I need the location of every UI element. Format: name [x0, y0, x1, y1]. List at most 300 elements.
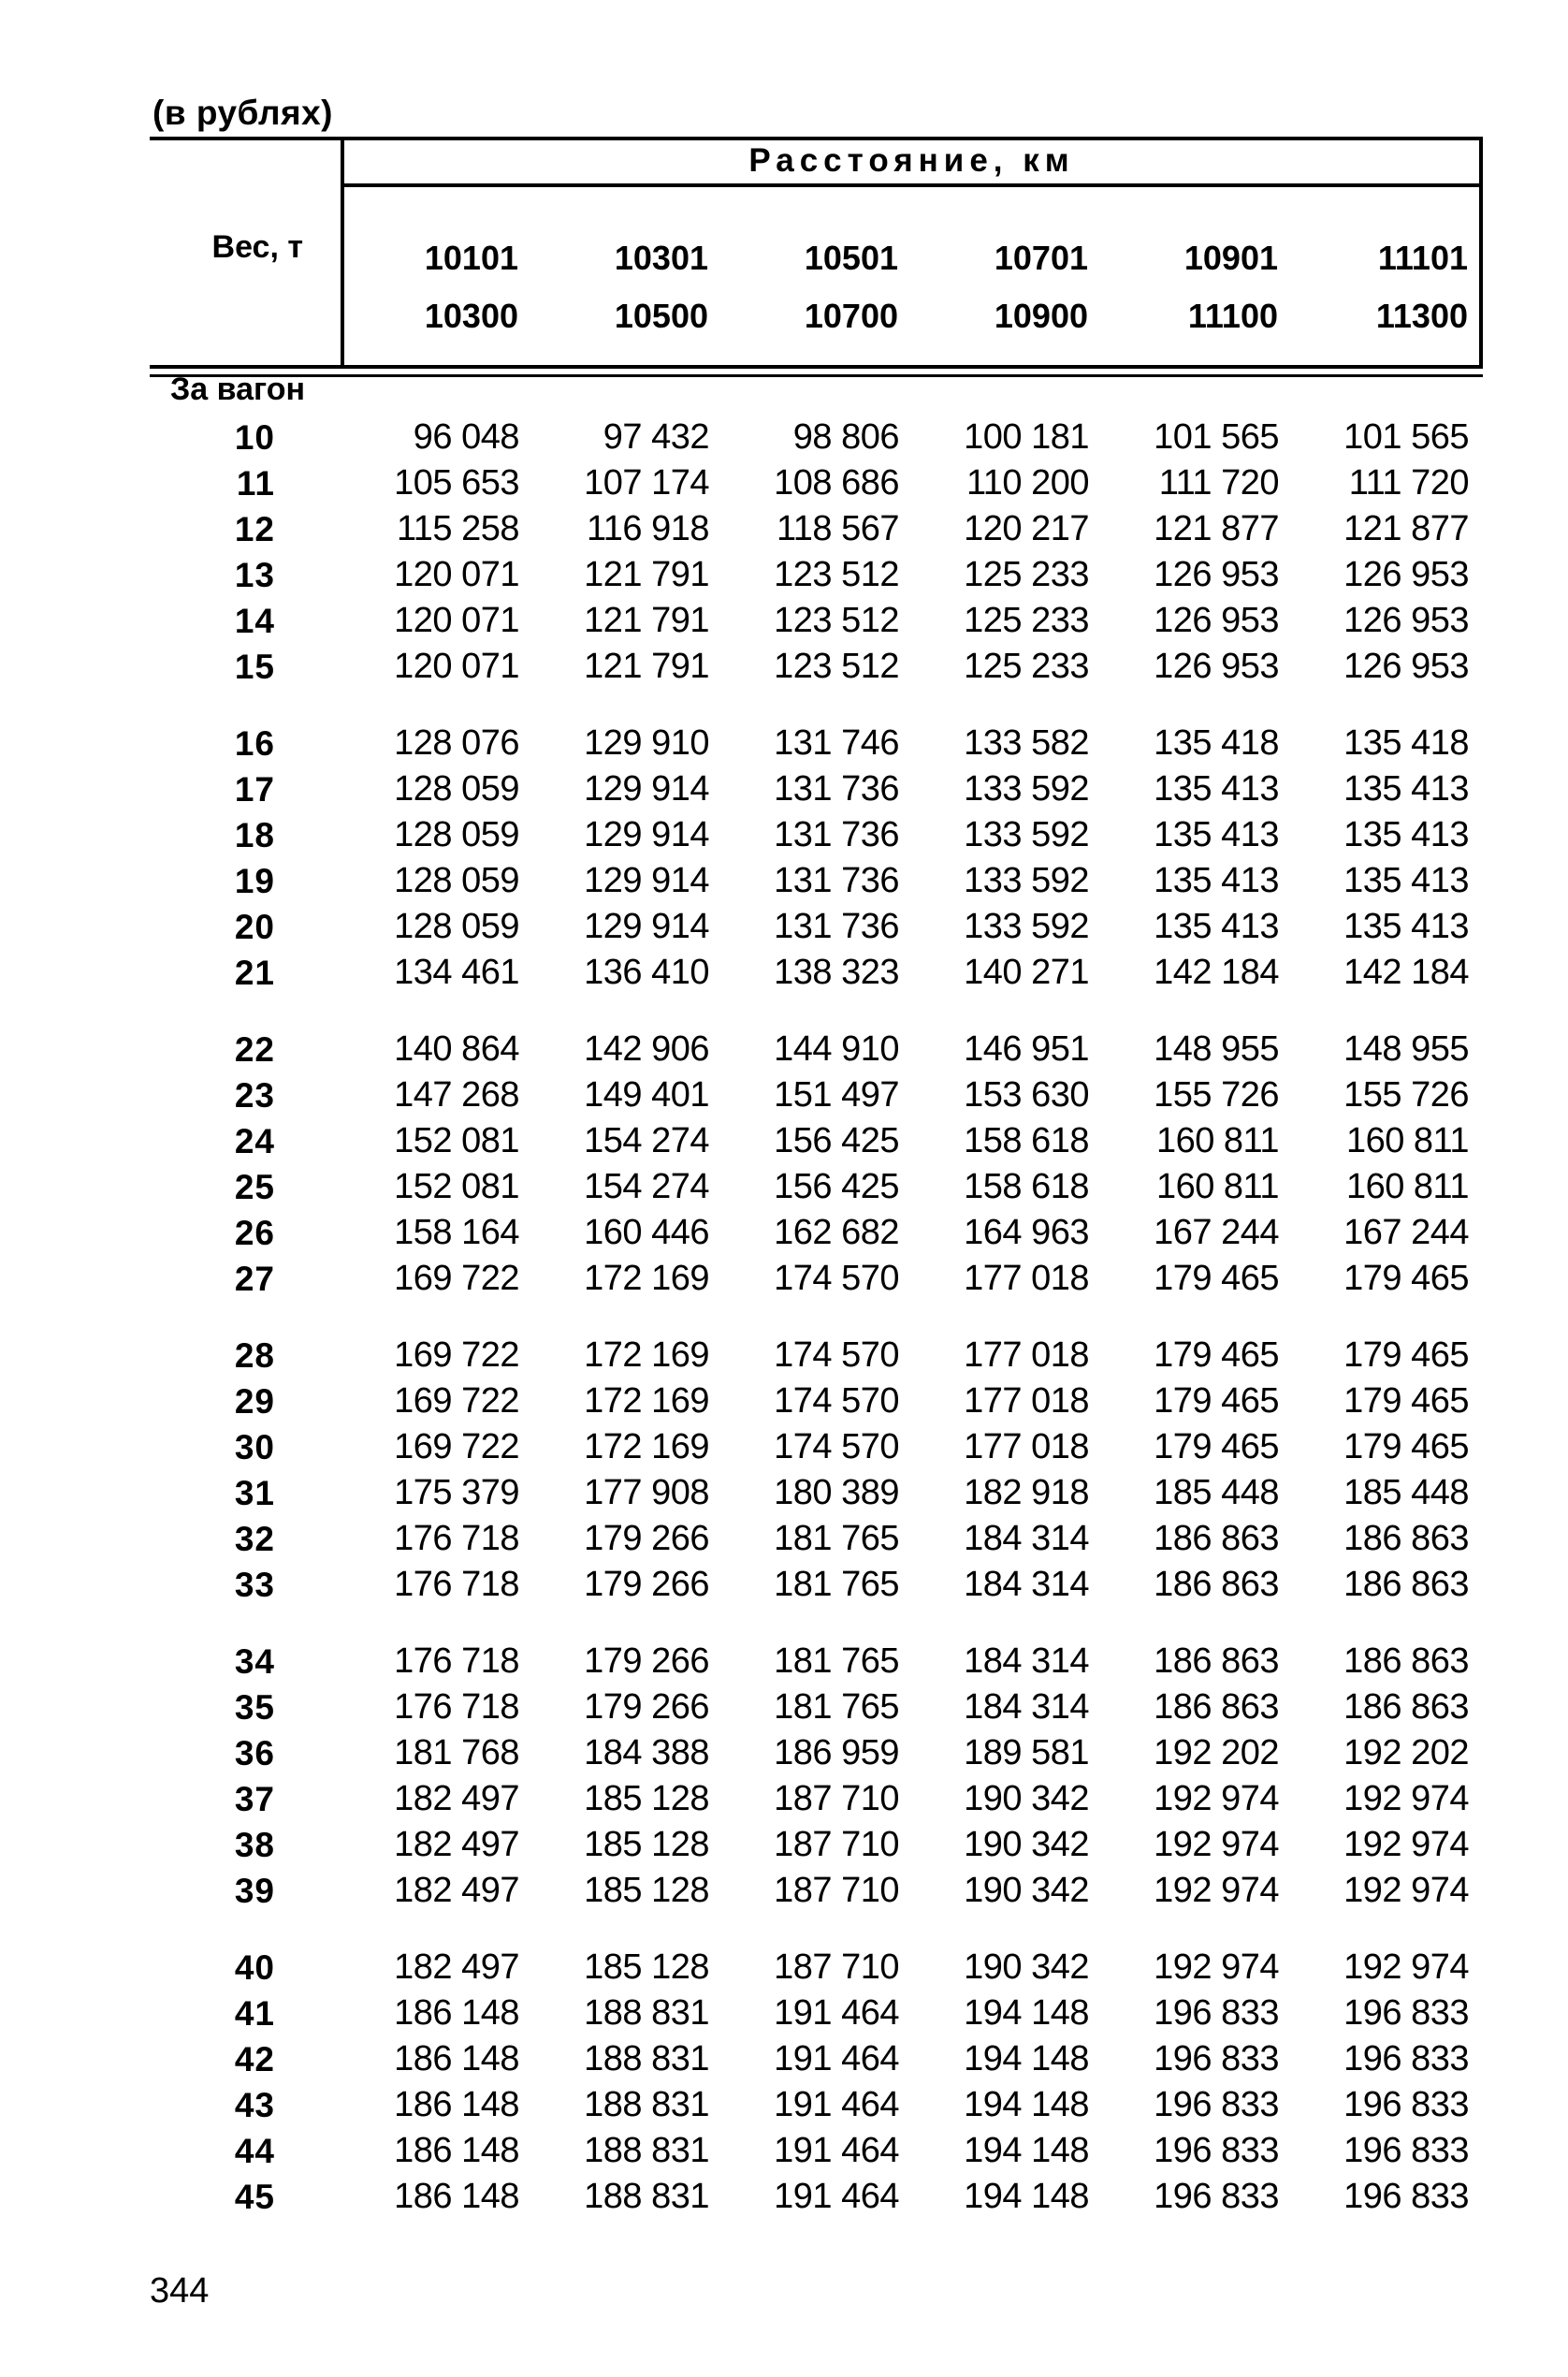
- price-cell: 172 169: [584, 1427, 709, 1466]
- price-cell: 196 833: [1154, 1993, 1279, 2033]
- table-row: [0, 1210, 1568, 1256]
- price-cell: 196 833: [1154, 2085, 1279, 2124]
- range-to: 10500: [614, 297, 708, 335]
- price-cell: 128 059: [394, 769, 519, 809]
- weight-cell: 31: [234, 1474, 275, 1512]
- price-cell: 188 831: [584, 2177, 709, 2216]
- price-cell: 177 018: [964, 1335, 1089, 1375]
- price-cell: 129 914: [584, 861, 709, 900]
- price-cell: 186 148: [394, 2131, 519, 2170]
- price-cell: 174 570: [774, 1335, 899, 1375]
- price-cell: 177 018: [964, 1259, 1089, 1298]
- price-cell: 179 266: [584, 1641, 709, 1681]
- price-cell: 179 465: [1343, 1381, 1469, 1421]
- price-cell: 188 831: [584, 2039, 709, 2078]
- price-cell: 179 266: [584, 1687, 709, 1727]
- range-from: 11101: [1377, 239, 1468, 277]
- price-cell: 128 076: [394, 723, 519, 763]
- price-cell: 125 233: [964, 647, 1089, 686]
- price-cell: 142 906: [584, 1029, 709, 1069]
- price-cell: 185 128: [584, 1947, 709, 1987]
- price-cell: 167 244: [1343, 1213, 1469, 1252]
- price-cell: 192 974: [1154, 1947, 1279, 1987]
- price-cell: 129 914: [584, 815, 709, 854]
- price-cell: 153 630: [964, 1075, 1089, 1115]
- price-cell: 155 726: [1343, 1075, 1469, 1115]
- price-cell: 116 918: [586, 509, 709, 548]
- price-cell: 186 959: [774, 1733, 899, 1772]
- price-cell: 155 726: [1154, 1075, 1279, 1115]
- price-cell: 196 833: [1154, 2039, 1279, 2078]
- price-cell: 185 448: [1343, 1473, 1469, 1512]
- weight-cell: 30: [234, 1428, 275, 1466]
- weight-column-header: Вес, т: [211, 229, 303, 265]
- price-cell: 148 955: [1343, 1029, 1469, 1069]
- weight-cell: 29: [234, 1382, 275, 1421]
- price-cell: 135 413: [1343, 861, 1469, 900]
- price-cell: 188 831: [584, 1993, 709, 2033]
- weight-cell: 16: [234, 724, 275, 763]
- price-cell: 118 567: [776, 509, 899, 548]
- price-cell: 142 184: [1154, 953, 1279, 992]
- price-cell: 120 217: [964, 509, 1089, 548]
- price-cell: 128 059: [394, 907, 519, 946]
- price-cell: 186 148: [394, 2085, 519, 2124]
- table-row: [0, 1868, 1568, 1914]
- weight-cell: 45: [234, 2178, 275, 2216]
- weight-cell: 20: [234, 908, 275, 946]
- price-cell: 186 863: [1343, 1687, 1469, 1727]
- price-cell: 167 244: [1154, 1213, 1279, 1252]
- price-cell: 184 314: [964, 1687, 1089, 1727]
- price-cell: 134 461: [394, 953, 519, 992]
- price-cell: 174 570: [774, 1381, 899, 1421]
- price-cell: 189 581: [964, 1733, 1089, 1772]
- price-cell: 126 953: [1343, 601, 1469, 640]
- price-cell: 160 446: [584, 1213, 709, 1252]
- price-cell: 135 418: [1343, 723, 1469, 763]
- price-cell: 120 071: [394, 601, 519, 640]
- price-cell: 172 169: [584, 1259, 709, 1298]
- weight-cell: 32: [234, 1520, 275, 1558]
- price-cell: 146 951: [964, 1029, 1089, 1069]
- price-cell: 182 497: [394, 1779, 519, 1818]
- table-row: [0, 1256, 1568, 1302]
- price-cell: 158 618: [964, 1121, 1089, 1160]
- table-row: [0, 858, 1568, 904]
- price-cell: 172 169: [584, 1335, 709, 1375]
- price-cell: 120 071: [394, 647, 519, 686]
- price-cell: 184 388: [584, 1733, 709, 1772]
- table-row: [0, 2036, 1568, 2082]
- price-cell: 186 863: [1154, 1519, 1279, 1558]
- price-cell: 177 018: [964, 1427, 1089, 1466]
- weight-cell: 43: [234, 2086, 275, 2124]
- price-cell: 149 401: [584, 1075, 709, 1115]
- price-cell: 190 342: [964, 1947, 1089, 1987]
- price-cell: 190 342: [964, 1825, 1089, 1864]
- price-cell: 181 768: [394, 1733, 519, 1772]
- price-cell: 129 914: [584, 769, 709, 809]
- price-cell: 192 974: [1343, 1871, 1469, 1910]
- price-cell: 196 833: [1343, 1993, 1469, 2033]
- price-cell: 194 148: [964, 2085, 1089, 2124]
- price-cell: 101 565: [1154, 417, 1279, 457]
- table-row: [0, 2128, 1568, 2174]
- price-cell: 186 148: [394, 2177, 519, 2216]
- price-cell: 133 582: [964, 723, 1089, 763]
- weight-cell: 40: [234, 1948, 275, 1987]
- weight-cell: 19: [234, 862, 275, 900]
- table-row: [0, 506, 1568, 552]
- price-cell: 185 448: [1154, 1473, 1279, 1512]
- price-cell: 191 464: [774, 2085, 899, 2124]
- price-cell: 121 791: [584, 601, 709, 640]
- price-cell: 115 258: [396, 509, 519, 548]
- weight-cell: 42: [234, 2040, 275, 2078]
- table-row: [0, 1776, 1568, 1822]
- range-from: 10701: [994, 239, 1088, 277]
- table-row: [0, 1164, 1568, 1210]
- price-cell: 192 974: [1343, 1825, 1469, 1864]
- table-row: [0, 1027, 1568, 1072]
- price-cell: 192 974: [1154, 1871, 1279, 1910]
- price-cell: 177 908: [584, 1473, 709, 1512]
- price-cell: 176 718: [394, 1641, 519, 1681]
- table-row: [0, 1945, 1568, 1991]
- price-cell: 135 413: [1154, 861, 1279, 900]
- price-cell: 192 202: [1343, 1733, 1469, 1772]
- price-cell: 192 974: [1154, 1825, 1279, 1864]
- table-row: [0, 1516, 1568, 1562]
- price-cell: 128 059: [394, 815, 519, 854]
- price-cell: 187 710: [774, 1825, 899, 1864]
- weight-cell: 23: [234, 1076, 275, 1115]
- price-cell: 148 955: [1154, 1029, 1279, 1069]
- range-to: 11300: [1375, 297, 1468, 335]
- price-cell: 192 202: [1154, 1733, 1279, 1772]
- price-cell: 176 718: [394, 1687, 519, 1727]
- weight-cell: 13: [234, 556, 275, 594]
- price-cell: 181 765: [774, 1641, 899, 1681]
- price-cell: 169 722: [394, 1381, 519, 1421]
- price-cell: 142 184: [1343, 953, 1469, 992]
- weight-cell: 39: [234, 1872, 275, 1910]
- price-cell: 182 918: [964, 1473, 1089, 1512]
- price-cell: 179 266: [584, 1565, 709, 1604]
- price-cell: 176 718: [394, 1519, 519, 1558]
- price-cell: 182 497: [394, 1825, 519, 1864]
- price-cell: 140 271: [964, 953, 1089, 992]
- price-cell: 136 410: [584, 953, 709, 992]
- price-cell: 100 181: [964, 417, 1089, 457]
- price-cell: 121 877: [1154, 509, 1279, 548]
- table-row: [0, 1072, 1568, 1118]
- table-row: [0, 1991, 1568, 2036]
- table-row: [0, 552, 1568, 598]
- price-cell: 179 465: [1154, 1381, 1279, 1421]
- price-cell: 185 128: [584, 1871, 709, 1910]
- table-row: [0, 1470, 1568, 1516]
- weight-cell: 35: [234, 1688, 275, 1727]
- price-cell: 152 081: [394, 1167, 519, 1206]
- weight-cell: 11: [236, 464, 275, 503]
- price-cell: 131 746: [774, 723, 899, 763]
- price-cell: 121 791: [584, 647, 709, 686]
- price-cell: 182 497: [394, 1947, 519, 1987]
- price-cell: 192 974: [1343, 1779, 1469, 1818]
- weight-cell: 14: [234, 602, 275, 640]
- price-cell: 196 833: [1154, 2131, 1279, 2170]
- weight-cell: 22: [234, 1030, 275, 1069]
- weight-cell: 21: [234, 954, 275, 992]
- price-cell: 196 833: [1343, 2085, 1469, 2124]
- range-from: 10101: [424, 239, 518, 277]
- price-cell: 179 465: [1154, 1427, 1279, 1466]
- price-cell: 186 863: [1154, 1565, 1279, 1604]
- price-cell: 138 323: [774, 953, 899, 992]
- range-to: 10700: [804, 297, 898, 335]
- price-cell: 186 863: [1154, 1641, 1279, 1681]
- price-cell: 135 413: [1343, 769, 1469, 809]
- weight-cell: 33: [234, 1566, 275, 1604]
- price-cell: 191 464: [774, 1993, 899, 2033]
- price-cell: 125 233: [964, 555, 1089, 594]
- price-cell: 135 418: [1154, 723, 1279, 763]
- price-cell: 175 379: [394, 1473, 519, 1512]
- price-cell: 184 314: [964, 1641, 1089, 1681]
- table-row: [0, 2082, 1568, 2128]
- price-cell: 179 465: [1343, 1259, 1469, 1298]
- price-cell: 125 233: [964, 601, 1089, 640]
- table-row: [0, 1333, 1568, 1378]
- range-from: 10901: [1183, 239, 1278, 277]
- price-cell: 126 953: [1154, 601, 1279, 640]
- price-cell: 179 465: [1343, 1427, 1469, 1466]
- price-cell: 196 833: [1343, 2039, 1469, 2078]
- price-cell: 107 174: [584, 463, 709, 503]
- price-cell: 194 148: [964, 2039, 1089, 2078]
- weight-cell: 12: [234, 510, 275, 548]
- range-to: 11100: [1187, 297, 1278, 335]
- price-cell: 131 736: [774, 907, 899, 946]
- price-cell: 196 833: [1343, 2131, 1469, 2170]
- range-from: 10501: [804, 239, 898, 277]
- weight-cell: 26: [234, 1214, 275, 1252]
- price-cell: 186 863: [1154, 1687, 1279, 1727]
- table-row: [0, 950, 1568, 996]
- weight-cell: 15: [234, 648, 275, 686]
- price-cell: 111 720: [1348, 463, 1469, 503]
- price-cell: 129 910: [584, 723, 709, 763]
- price-cell: 164 963: [964, 1213, 1089, 1252]
- weight-cell: 25: [234, 1168, 275, 1206]
- table-row: [0, 1378, 1568, 1424]
- price-cell: 151 497: [774, 1075, 899, 1115]
- price-cell: 188 831: [584, 2085, 709, 2124]
- price-cell: 160 811: [1345, 1121, 1469, 1160]
- price-cell: 186 863: [1343, 1519, 1469, 1558]
- weight-cell: 36: [234, 1734, 275, 1772]
- weight-cell: 37: [234, 1780, 275, 1818]
- price-cell: 160 811: [1155, 1121, 1279, 1160]
- price-cell: 196 833: [1343, 2177, 1469, 2216]
- price-cell: 147 268: [394, 1075, 519, 1115]
- price-cell: 177 018: [964, 1381, 1089, 1421]
- price-cell: 174 570: [774, 1259, 899, 1298]
- price-cell: 186 148: [394, 2039, 519, 2078]
- price-cell: 111 720: [1158, 463, 1279, 503]
- price-cell: 135 413: [1343, 907, 1469, 946]
- price-cell: 176 718: [394, 1565, 519, 1604]
- range-to: 10900: [994, 297, 1088, 335]
- table-row: [0, 766, 1568, 812]
- price-cell: 194 148: [964, 2131, 1089, 2170]
- weight-cell: 24: [234, 1122, 275, 1160]
- weight-cell: 34: [234, 1642, 275, 1681]
- table-row: [0, 1639, 1568, 1684]
- table-row: [0, 415, 1568, 460]
- price-cell: 120 071: [394, 555, 519, 594]
- price-cell: 154 274: [584, 1167, 709, 1206]
- price-cell: 186 863: [1343, 1565, 1469, 1604]
- price-cell: 194 148: [964, 2177, 1089, 2216]
- price-cell: 179 465: [1343, 1335, 1469, 1375]
- price-cell: 133 592: [964, 861, 1089, 900]
- table-row: [0, 1562, 1568, 1608]
- price-cell: 110 200: [965, 463, 1089, 503]
- price-cell: 188 831: [584, 2131, 709, 2170]
- table-row: [0, 721, 1568, 766]
- price-cell: 121 877: [1343, 509, 1469, 548]
- price-cell: 190 342: [964, 1871, 1089, 1910]
- table-row: [0, 644, 1568, 690]
- price-cell: 129 914: [584, 907, 709, 946]
- weight-cell: 38: [234, 1826, 275, 1864]
- price-cell: 135 413: [1343, 815, 1469, 854]
- price-cell: 160 811: [1345, 1167, 1469, 1206]
- price-cell: 187 710: [774, 1871, 899, 1910]
- price-cell: 135 413: [1154, 769, 1279, 809]
- price-cell: 172 169: [584, 1381, 709, 1421]
- price-cell: 126 953: [1154, 647, 1279, 686]
- price-cell: 128 059: [394, 861, 519, 900]
- range-to: 10300: [424, 297, 518, 335]
- price-cell: 191 464: [774, 2177, 899, 2216]
- price-cell: 191 464: [774, 2039, 899, 2078]
- table-row: [0, 2174, 1568, 2220]
- price-cell: 154 274: [584, 1121, 709, 1160]
- weight-cell: 18: [234, 816, 275, 854]
- price-cell: 135 413: [1154, 907, 1279, 946]
- price-cell: 131 736: [774, 815, 899, 854]
- price-cell: 162 682: [774, 1213, 899, 1252]
- price-cell: 186 863: [1343, 1641, 1469, 1681]
- price-cell: 126 953: [1343, 647, 1469, 686]
- table-row: [0, 460, 1568, 506]
- price-cell: 180 389: [774, 1473, 899, 1512]
- price-cell: 96 048: [413, 417, 519, 457]
- table-row: [0, 812, 1568, 858]
- price-cell: 185 128: [584, 1779, 709, 1818]
- price-cell: 156 425: [774, 1167, 899, 1206]
- price-cell: 182 497: [394, 1871, 519, 1910]
- table-row: [0, 1822, 1568, 1868]
- distance-title: Расстояние, км: [748, 142, 1075, 179]
- price-cell: 135 413: [1154, 815, 1279, 854]
- price-cell: 194 148: [964, 1993, 1089, 2033]
- price-cell: 169 722: [394, 1427, 519, 1466]
- price-cell: 192 974: [1343, 1947, 1469, 1987]
- table-row: [0, 598, 1568, 644]
- price-cell: 190 342: [964, 1779, 1089, 1818]
- price-cell: 186 148: [394, 1993, 519, 2033]
- price-cell: 133 592: [964, 815, 1089, 854]
- price-cell: 184 314: [964, 1565, 1089, 1604]
- weight-cell: 41: [234, 1994, 275, 2033]
- price-cell: 105 653: [394, 463, 519, 503]
- table-row: [0, 1730, 1568, 1776]
- price-cell: 121 791: [584, 555, 709, 594]
- price-cell: 108 686: [774, 463, 899, 503]
- price-cell: 187 710: [774, 1947, 899, 1987]
- section-label-per-wagon: За вагон: [170, 372, 306, 407]
- price-cell: 101 565: [1343, 417, 1469, 457]
- table-row: [0, 1118, 1568, 1164]
- price-cell: 97 432: [603, 417, 709, 457]
- price-cell: 98 806: [792, 417, 899, 457]
- price-cell: 181 765: [774, 1687, 899, 1727]
- price-cell: 126 953: [1343, 555, 1469, 594]
- price-cell: 184 314: [964, 1519, 1089, 1558]
- price-cell: 152 081: [394, 1121, 519, 1160]
- price-cell: 131 736: [774, 769, 899, 809]
- table-row: [0, 904, 1568, 950]
- unit-note: (в рублях): [152, 94, 333, 132]
- price-cell: 158 164: [394, 1213, 519, 1252]
- price-cell: 181 765: [774, 1519, 899, 1558]
- table-row: [0, 1684, 1568, 1730]
- weight-cell: 17: [234, 770, 275, 809]
- table-row: [0, 1424, 1568, 1470]
- price-cell: 123 512: [774, 647, 899, 686]
- price-cell: 133 592: [964, 769, 1089, 809]
- price-cell: 169 722: [394, 1259, 519, 1298]
- price-cell: 187 710: [774, 1779, 899, 1818]
- price-cell: 196 833: [1154, 2177, 1279, 2216]
- price-cell: 156 425: [774, 1121, 899, 1160]
- price-cell: 140 864: [394, 1029, 519, 1069]
- price-cell: 123 512: [774, 601, 899, 640]
- price-cell: 179 465: [1154, 1335, 1279, 1375]
- price-cell: 160 811: [1155, 1167, 1279, 1206]
- range-from: 10301: [614, 239, 708, 277]
- price-cell: 126 953: [1154, 555, 1279, 594]
- price-cell: 158 618: [964, 1167, 1089, 1206]
- price-cell: 185 128: [584, 1825, 709, 1864]
- price-cell: 179 465: [1154, 1259, 1279, 1298]
- price-cell: 131 736: [774, 861, 899, 900]
- price-cell: 179 266: [584, 1519, 709, 1558]
- price-cell: 133 592: [964, 907, 1089, 946]
- price-cell: 192 974: [1154, 1779, 1279, 1818]
- weight-cell: 28: [234, 1336, 275, 1375]
- price-cell: 181 765: [774, 1565, 899, 1604]
- weight-cell: 44: [234, 2132, 275, 2170]
- price-cell: 144 910: [774, 1029, 899, 1069]
- weight-cell: 27: [234, 1260, 275, 1298]
- price-cell: 174 570: [774, 1427, 899, 1466]
